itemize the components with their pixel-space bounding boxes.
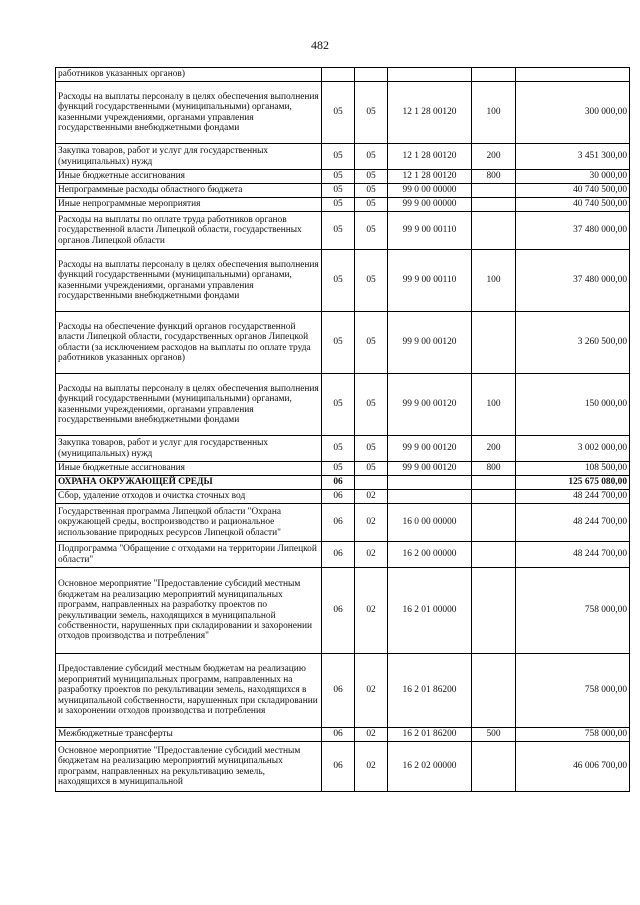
- row-name-cell: Расходы на выплаты персоналу в целях обеспечения выполнения функций государственными (муниципальными) органами, казенными учреждениями, органами управления государственными внебюджетными фондами: [56, 250, 322, 312]
- section-code-cell: 05: [322, 436, 355, 462]
- table-row: [56, 504, 630, 542]
- table-row: [56, 654, 630, 728]
- expense-type-cell: [472, 504, 516, 542]
- section-code-cell: 05: [322, 374, 355, 436]
- amount-cell: 40 740 500,00: [516, 184, 630, 198]
- table-row: [56, 82, 630, 144]
- amount-cell: 125 675 080,00: [516, 476, 630, 490]
- section-code-cell: 05: [322, 198, 355, 212]
- row-name-cell: Основное мероприятие "Предоставление субсидий местным бюджетам на реализацию мероприятий муниципальных программ, направленных на разработку проектов по рекультивации земель, находящихся в муниципальной собственности, нарушенных при складировании и захоронении отходов производства и потребления": [56, 568, 322, 654]
- row-name-cell: Межбюджетные трансферты: [56, 728, 322, 742]
- target-article-cell: 99 9 00 00110: [388, 250, 472, 312]
- expense-type-cell: [472, 184, 516, 198]
- section-code-cell: 05: [322, 250, 355, 312]
- table-row: [56, 374, 630, 436]
- subsection-code-cell: 05: [355, 170, 388, 184]
- expense-type-cell: [472, 198, 516, 212]
- expense-type-cell: [472, 212, 516, 250]
- subsection-code-cell: 02: [355, 654, 388, 728]
- row-name-cell: Иные бюджетные ассигнования: [56, 170, 322, 184]
- target-article-cell: 99 9 00 00000: [388, 198, 472, 212]
- table-row: [56, 462, 630, 476]
- target-article-cell: 12 1 28 00120: [388, 82, 472, 144]
- section-code-cell: 05: [322, 462, 355, 476]
- section-code-cell: 05: [322, 184, 355, 198]
- subsection-code-cell: 05: [355, 82, 388, 144]
- expense-type-cell: 200: [472, 436, 516, 462]
- subsection-code-cell: 05: [355, 462, 388, 476]
- amount-cell: 30 000,00: [516, 170, 630, 184]
- amount-cell: 48 244 700,00: [516, 490, 630, 504]
- table-row: [56, 250, 630, 312]
- table-row: [56, 68, 630, 82]
- table-row: [56, 476, 630, 490]
- section-code-cell: 06: [322, 476, 355, 490]
- subsection-code-cell: 02: [355, 490, 388, 504]
- amount-cell: 758 000,00: [516, 728, 630, 742]
- amount-cell: 758 000,00: [516, 654, 630, 728]
- section-code-cell: 05: [322, 82, 355, 144]
- row-name-cell: Закупка товаров, работ и услуг для государственных (муниципальных) нужд: [56, 144, 322, 170]
- table-row: [56, 436, 630, 462]
- expense-type-cell: [472, 312, 516, 374]
- subsection-code-cell: 02: [355, 728, 388, 742]
- expense-type-cell: [472, 542, 516, 568]
- expense-type-cell: [472, 568, 516, 654]
- target-article-cell: 16 2 00 00000: [388, 542, 472, 568]
- expense-type-cell: [472, 490, 516, 504]
- subsection-code-cell: 02: [355, 504, 388, 542]
- target-article-cell: 99 9 00 00120: [388, 312, 472, 374]
- section-code-cell: 06: [322, 742, 355, 792]
- expense-type-cell: 200: [472, 144, 516, 170]
- amount-cell: 40 740 500,00: [516, 198, 630, 212]
- target-article-cell: 12 1 28 00120: [388, 144, 472, 170]
- row-name-cell: ОХРАНА ОКРУЖАЮЩЕЙ СРЕДЫ: [56, 476, 322, 490]
- section-code-cell: 06: [322, 490, 355, 504]
- expense-type-cell: [472, 68, 516, 82]
- subsection-code-cell: 02: [355, 742, 388, 792]
- row-name-cell: Расходы на выплаты по оплате труда работников органов государственной власти Липецкой области, государственных органов Липецкой области: [56, 212, 322, 250]
- amount-cell: 108 500,00: [516, 462, 630, 476]
- target-article-cell: 16 2 01 86200: [388, 654, 472, 728]
- section-code-cell: [322, 68, 355, 82]
- expense-type-cell: [472, 654, 516, 728]
- section-code-cell: 05: [322, 170, 355, 184]
- section-code-cell: 06: [322, 504, 355, 542]
- section-code-cell: 05: [322, 312, 355, 374]
- target-article-cell: 99 0 00 00000: [388, 184, 472, 198]
- expense-type-cell: [472, 476, 516, 490]
- section-code-cell: 05: [322, 144, 355, 170]
- row-name-cell: Сбор, удаление отходов и очистка сточных вод: [56, 490, 322, 504]
- amount-cell: 758 000,00: [516, 568, 630, 654]
- target-article-cell: 99 9 00 00120: [388, 374, 472, 436]
- target-article-cell: 16 2 01 86200: [388, 728, 472, 742]
- row-name-cell: Расходы на выплаты персоналу в целях обеспечения выполнения функций государственными (муниципальными) органами, казенными учреждениями, органами управления государственными внебюджетными фондами: [56, 82, 322, 144]
- amount-cell: 3 451 300,00: [516, 144, 630, 170]
- expense-type-cell: 100: [472, 250, 516, 312]
- expense-type-cell: 500: [472, 728, 516, 742]
- table-row: [56, 568, 630, 654]
- target-article-cell: 99 9 00 00110: [388, 212, 472, 250]
- table-row: [56, 542, 630, 568]
- section-code-cell: 06: [322, 568, 355, 654]
- table-row: [56, 742, 630, 792]
- subsection-code-cell: 05: [355, 184, 388, 198]
- table-row: [56, 144, 630, 170]
- amount-cell: 37 480 000,00: [516, 212, 630, 250]
- amount-cell: 46 006 700,00: [516, 742, 630, 792]
- table-row: [56, 312, 630, 374]
- target-article-cell: [388, 476, 472, 490]
- table-row: [56, 198, 630, 212]
- target-article-cell: 16 2 01 00000: [388, 568, 472, 654]
- subsection-code-cell: 05: [355, 198, 388, 212]
- target-article-cell: 12 1 28 00120: [388, 170, 472, 184]
- subsection-code-cell: 05: [355, 436, 388, 462]
- row-name-cell: Государственная программа Липецкой области "Охрана окружающей среды, воспроизводство и рациональное использование природных ресурсов Липецкой области": [56, 504, 322, 542]
- amount-cell: [516, 68, 630, 82]
- expense-type-cell: 100: [472, 374, 516, 436]
- table-row: [56, 728, 630, 742]
- amount-cell: 3 002 000,00: [516, 436, 630, 462]
- section-code-cell: 05: [322, 212, 355, 250]
- row-name-cell: Основное мероприятие "Предоставление субсидий местным бюджетам на реализацию мероприятий муниципальных программ, направленных на рекультивацию земель, находящихся в муниципальной: [56, 742, 322, 792]
- expense-type-cell: [472, 742, 516, 792]
- target-article-cell: 99 9 00 00120: [388, 462, 472, 476]
- subsection-code-cell: 05: [355, 312, 388, 374]
- table-row: [56, 184, 630, 198]
- row-name-cell: Расходы на обеспечение функций органов государственной власти Липецкой области, государственных органов Липецкой области (за исключением расходов на выплаты по оплате труда работников указанных органов): [56, 312, 322, 374]
- amount-cell: 3 260 500,00: [516, 312, 630, 374]
- budget-table-body: [56, 68, 630, 792]
- section-code-cell: 06: [322, 654, 355, 728]
- row-name-cell: Непрограммные расходы областного бюджета: [56, 184, 322, 198]
- section-code-cell: 06: [322, 542, 355, 568]
- amount-cell: 150 000,00: [516, 374, 630, 436]
- row-name-cell: Расходы на выплаты персоналу в целях обеспечения выполнения функций государственными (муниципальными) органами, казенными учреждениями, органами управления государственными внебюджетными фондами: [56, 374, 322, 436]
- subsection-code-cell: 05: [355, 144, 388, 170]
- row-name-cell: работников указанных органов): [56, 68, 322, 82]
- budget-table: [55, 67, 630, 792]
- amount-cell: 300 000,00: [516, 82, 630, 144]
- page-number: 482: [311, 38, 329, 52]
- row-name-cell: Закупка товаров, работ и услуг для государственных (муниципальных) нужд: [56, 436, 322, 462]
- expense-type-cell: 800: [472, 170, 516, 184]
- subsection-code-cell: 05: [355, 250, 388, 312]
- amount-cell: 48 244 700,00: [516, 504, 630, 542]
- subsection-code-cell: [355, 68, 388, 82]
- subsection-code-cell: 05: [355, 374, 388, 436]
- expense-type-cell: 800: [472, 462, 516, 476]
- subsection-code-cell: 05: [355, 212, 388, 250]
- amount-cell: 48 244 700,00: [516, 542, 630, 568]
- subsection-code-cell: 02: [355, 542, 388, 568]
- section-code-cell: 06: [322, 728, 355, 742]
- target-article-cell: [388, 490, 472, 504]
- target-article-cell: 16 2 02 00000: [388, 742, 472, 792]
- expense-type-cell: 100: [472, 82, 516, 144]
- target-article-cell: 16 0 00 00000: [388, 504, 472, 542]
- row-name-cell: Иные бюджетные ассигнования: [56, 462, 322, 476]
- table-row: [56, 170, 630, 184]
- target-article-cell: [388, 68, 472, 82]
- subsection-code-cell: 02: [355, 568, 388, 654]
- row-name-cell: Иные непрограммные мероприятия: [56, 198, 322, 212]
- amount-cell: 37 480 000,00: [516, 250, 630, 312]
- table-row: [56, 212, 630, 250]
- row-name-cell: Подпрограмма "Обращение с отходами на территории Липецкой области": [56, 542, 322, 568]
- table-row: [56, 490, 630, 504]
- target-article-cell: 99 9 00 00120: [388, 436, 472, 462]
- row-name-cell: Предоставление субсидий местным бюджетам на реализацию мероприятий муниципальных программ, направленных на разработку проектов по рекультивации земель, находящихся в муниципальной собственности, нарушенных при складировании и захоронении отходов производства и потребления: [56, 654, 322, 728]
- subsection-code-cell: [355, 476, 388, 490]
